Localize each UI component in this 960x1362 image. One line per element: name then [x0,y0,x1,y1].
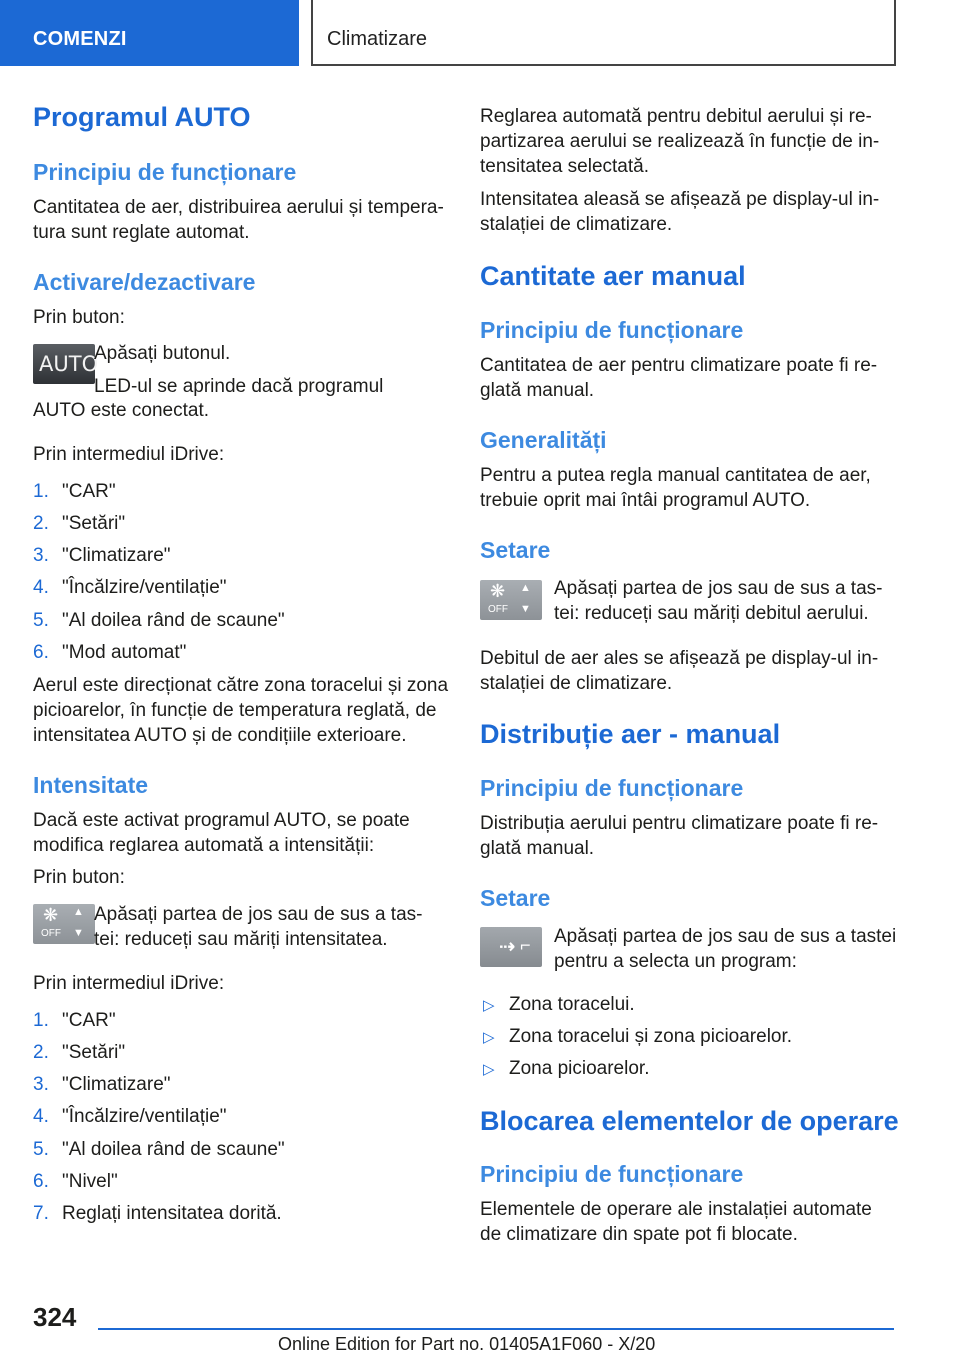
via-idrive-label: Prin intermediul iDrive: [33,973,225,994]
led-text-line: LED-ul se aprinde dacă programul [94,376,384,397]
list-number: 6. [33,1171,49,1192]
list-item: "Al doilea rând de scaune" [62,1139,285,1160]
triangle-bullet-icon: ▷ [483,997,495,1014]
paragraph-line: Pentru a putea regla manual cantitatea de aer, [480,465,871,486]
paragraph-line: Elementele de operare ale instalației automate [480,1199,872,1220]
list-number: 5. [33,1139,49,1160]
list-number: 4. [33,1106,49,1127]
chapter-title: Climatizare [311,0,896,66]
paragraph-line: modifica reglarea automată a intensității: [33,835,375,856]
list-number: 1. [33,1010,49,1031]
paragraph-line: Aerul este direcționat către zona toracelui și zona [33,675,449,696]
paragraph-line: glată manual. [480,838,595,859]
list-item: "Încălzire/ventilație" [62,577,227,598]
paragraph-line: trebuie oprit mai întâi programul AUTO. [480,490,811,511]
list-item: "Climatizare" [62,1074,171,1095]
fan-off-label: OFF [41,928,61,939]
fan-icon: ❋ [490,581,506,601]
paragraph-line: Cantitatea de aer pentru climatizare poate fi re- [480,355,878,376]
paragraph-line: partizarea aerului se realizează în funcție de in- [480,131,880,152]
list-number: 3. [33,545,49,566]
fan-icon: ❋ [43,905,59,925]
setting-press-line: Apăsați partea de jos sau de sus a tas- [554,578,883,599]
paragraph-line: Intensitatea aleasă se afișează pe display-ul in- [480,189,880,210]
list-item: "Încălzire/ventilație" [62,1106,227,1127]
paragraph-line: Cantitatea de aer, distribuirea aerului și tempera- [33,197,444,218]
paragraph-line: stalației de climatizare. [480,673,673,694]
list-number: 2. [33,513,49,534]
triangle-bullet-icon: ▷ [483,1061,495,1078]
footer-divider [98,1328,894,1330]
chevron-up-icon: ▲ [520,582,531,594]
paragraph-line: stalației de climatizare. [480,214,673,235]
auto-button-icon [33,344,99,384]
title-air-distribution: Distribuție aer - manual [480,719,781,749]
chevron-down-icon: ▼ [520,603,531,615]
page-number: 324 [33,1302,77,1332]
heading-general: Generalități [480,427,607,453]
fan-off-label: OFF [488,604,508,615]
via-button-label: Prin buton: [33,867,125,888]
title-lock-controls: Blocarea elementelor de operare [480,1106,899,1136]
list-item: "Mod automat" [62,642,187,663]
via-button-label: Prin buton: [33,307,125,328]
list-item: "Nivel" [62,1171,118,1192]
press-button-text: Apăsați butonul. [94,343,231,364]
list-item: Zona toracelui și zona picioarelor. [509,1026,793,1047]
list-number: 5. [33,610,49,631]
triangle-bullet-icon: ▷ [483,1029,495,1046]
edition-text: Online Edition for Part no. 01405A1F060 - X/20 [278,1334,656,1354]
paragraph-line: tura sunt reglate automat. [33,222,250,243]
fan-button-icon [480,580,542,620]
press-intensity-line: tei: reduceți sau măriți intensitatea. [94,929,388,950]
list-item: "CAR" [62,1010,116,1031]
paragraph-line: glată manual. [480,380,595,401]
paragraph-line: Debitul de aer ales se afișează pe display-ul in- [480,648,879,669]
list-number: 1. [33,481,49,502]
via-idrive-label: Prin intermediul iDrive: [33,444,225,465]
seat-icon: ⌐ [520,935,531,955]
press-intensity-line: Apăsați partea de jos sau de sus a tas- [94,904,423,925]
heading-principle: Principiu de funcționare [480,1161,744,1187]
title-programul-auto: Programul AUTO [33,102,251,132]
heading-setting: Setare [480,885,551,911]
title-manual-air: Cantitate aer manual [480,261,746,291]
fan-button-icon [33,904,95,944]
heading-principle: Principiu de funcționare [480,775,744,801]
heading-intensity: Intensitate [33,772,149,798]
air-distribution-button-icon [480,927,542,967]
list-item: Reglați intensitatea dorită. [62,1203,282,1224]
led-text-line: AUTO este conectat. [33,400,210,421]
chevron-down-icon: ▼ [73,927,84,939]
list-number: 3. [33,1074,49,1095]
heading-principle: Principiu de funcționare [33,159,297,185]
setting-press-line: tei: reduceți sau măriți debitul aerului. [554,603,869,624]
paragraph-line: Reglarea automată pentru debitul aerului și re- [480,106,872,127]
auto-icon-label: AUTO [39,352,99,376]
heading-activate: Activare/dezactivare [33,269,256,295]
list-item: "Setări" [62,513,126,534]
chevron-up-icon: ▲ [73,906,84,918]
list-item: "Setări" [62,1042,126,1063]
list-number: 7. [33,1203,49,1224]
list-item: Zona picioarelor. [509,1058,650,1079]
section-tab: COMENZI [0,0,299,66]
air-distribution-icon: ⇢ [499,936,516,958]
paragraph-line: picioarelor, în funcție de temperatura reglată, de [33,700,437,721]
list-item: "CAR" [62,481,116,502]
list-item: "Climatizare" [62,545,171,566]
heading-setting: Setare [480,537,551,563]
dist-press-line: Apăsați partea de jos sau de sus a tastei [554,926,897,947]
paragraph-line: Distribuția aerului pentru climatizare poate fi re- [480,813,879,834]
list-number: 2. [33,1042,49,1063]
paragraph-line: intensitatea AUTO și de condițiile exterioare. [33,725,407,746]
list-item: Zona toracelui. [509,994,635,1015]
list-item: "Al doilea rând de scaune" [62,610,285,631]
paragraph-line: tensitatea selectată. [480,156,649,177]
list-number: 4. [33,577,49,598]
heading-principle: Principiu de funcționare [480,317,744,343]
dist-press-line: pentru a selecta un program: [554,951,797,972]
paragraph-line: de climatizare din spate pot fi blocate. [480,1224,798,1245]
paragraph-line: Dacă este activat programul AUTO, se poate [33,810,410,831]
list-number: 6. [33,642,49,663]
